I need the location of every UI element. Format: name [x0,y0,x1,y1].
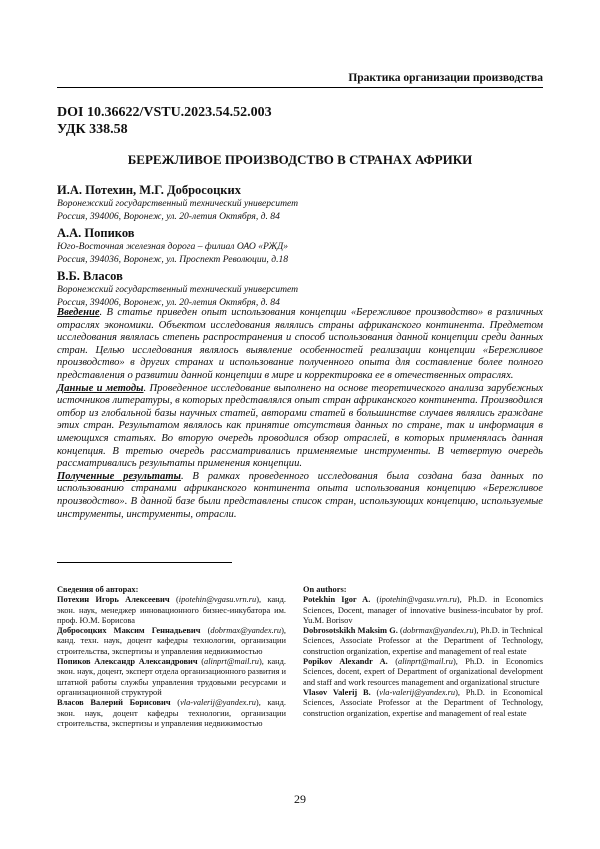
author-details: , канд. техн. наук, доцент кафедры технологии, организации строительства, экспертизы и управления недвижимостью [57,626,286,656]
affiliation-line: Юго-Восточная железная дорога – филиал ОАО «РЖД» [57,241,289,252]
running-header: Практика организации производства [348,72,543,84]
author-name: Попиков Александр Александрович [57,657,198,667]
author-names: И.А. Потехин, М.Г. Добросоцких [57,183,241,197]
author-details: , Ph.D. in Economical Sciences, Associate Professor at the Department of Technology, construction organization, expertise and management of real estate [303,687,543,718]
author-email: ipotehin@vgasu.vrn.ru [379,595,457,605]
section-text: . Проведенное исследование выполнено на основе теоретического анализа зарубежных источников литературы, в которых представлялся опыт стран африканского континента. Производился отбор из глобальной базы научных статей, авторами статей в большинстве случаев являлись граждане этих стран. Результатом являлось как принятие отсутствия данных по стране, так и информация в имеющихся статьях. Во вторую очередь проводился обзор отраслей, в которых применялась данная концепция. В третью очередь рассматривались применяемые инструменты. В четвертую очередь рассматривались результаты применения концепции. [57,382,543,470]
abstract-methods [57,383,543,471]
author-entry: Власов Валерий Борисович (vla-valerij@yandex.ru), канд. экон. наук, доцент кафедры технологии, организации строительства, экспертизы и управления недвижимостью [57,698,286,728]
author-details: , канд. экон. наук, менеджер инновационного бизнес-инкубатора им. проф. Ю.М. Борисова [57,595,286,625]
author-block [57,268,543,309]
section-text: . В рамках проведенного исследования была создана база данных по использованию странами африканского континента опыта использования концепцию «Бережливое производство». В данной базе были представлены список стран, использующих концепцию, используемые инструменты, инструменты, отрасли. [57,470,543,520]
page-number: 29 [294,792,306,806]
affiliation-line: Воронежский государственный технический университет [57,284,299,295]
author-entry: Popikov Alexandr A. (alinprt@mail.ru), Ph.D. in Economics Sciences, docent, expert of Department of organizational development and staff and work resources management and organizational structure [303,657,543,687]
author-details: , Ph.D. in Economics Sciences, Docent, manager of innovative business-incubator by prof. Yu.M. Borisov [303,595,543,625]
author-email: ipotehin@vgasu.vrn.ru [178,595,257,605]
authors-info-en [303,585,543,719]
authors-info-title: On authors: [303,585,347,594]
author-details: , канд. экон. наук, доцент кафедры технологии, организации строительства, экспертизы и управления недвижимостью [57,698,286,728]
section-heading: Полученные результаты [57,470,181,482]
author-name: Потехин Игорь Алексеевич [57,595,170,605]
author-name: Dobrosotskikh Maksim G. [303,626,398,636]
author-name: Popikov Alexandr A. [303,657,388,667]
author-names: В.Б. Власов [57,269,123,283]
authors-info-ru [57,585,286,729]
abstract-introduction [57,307,543,383]
footnote-divider [57,562,232,563]
authors-info-title: Сведения об авторах: [57,585,139,594]
author-name: Добросоцких Максим Геннадьевич [57,626,201,636]
author-email: vla-valerij@yandex.ru [379,687,456,697]
author-entry: Dobrosotskikh Maksim G. (dobrmax@yandex.ru), Ph.D. in Technical Sciences, Associate Professor at the Department of Technology, construction organization, expertise and management of real estate [303,626,543,656]
address-line: Россия, 394006, Воронеж, ул. 20-летия Октября, д. 84 [57,296,280,308]
author-email: vla-valerij@yandex.ru [180,698,256,708]
author-details: , Ph.D. in Economics Sciences, docent, expert of Department of organizational development and staff and work resources management and organizational structure [303,657,543,687]
author-entry: Potekhin Igor A. (ipotehin@vgasu.vrn.ru), Ph.D. in Economics Sciences, Docent, manager of innovative business-incubator by prof. Yu.M. Borisov [303,595,543,625]
author-names: А.А. Попиков [57,226,135,240]
author-email: alinprt@mail.ru [398,657,453,667]
author-entry: Попиков Александр Александрович (alinprt@mail.ru), канд. экон. наук, доцент, эксперт отдела организационного развития и штатной работы службы управления трудовыми ресурсами и организационной структурой [57,657,286,697]
author-block [57,182,543,223]
author-email: alinprt@mail.ru [204,657,259,667]
section-heading: Введение [57,307,100,318]
abstract [57,307,543,521]
author-email: dobrmax@yandex.ru [210,626,282,636]
section-text: . В статье приведен опыт использования концепции «Бережливое производство» в различных отраслях экономики. Объектом исследования являлись страны африканского континента. Предметом исследования являлась степень распространения и способ использования данной концепции среди данных стран. Целью исследования являлось выявление особенностей реализации концепции «Бережливое производство» в других странах и использование полученного опыта для составление более полного представления о развитии данной концепции в мире и корректировка ее в отечественных отраслях. [57,307,543,381]
author-entry: Vlasov Valerij B. (vla-valerij@yandex.ru), Ph.D. in Economical Sciences, Associate Professor at the Department of Technology, construction organization, expertise and management of real estate [303,687,543,718]
author-list [57,182,543,311]
author-entry: Добросоцких Максим Геннадьевич (dobrmax@yandex.ru), канд. техн. наук, доцент кафедры технологии, организации строительства, экспертизы и управления недвижимостью [57,626,286,656]
author-name: Potekhin Igor A. [303,595,371,605]
doi: DOI 10.36622/VSTU.2023.54.52.003 [57,105,272,120]
header-rule [57,87,543,88]
affiliation-line: Воронежский государственный технический университет [57,198,299,209]
author-entry: Потехин Игорь Алексеевич (ipotehin@vgasu.vrn.ru), канд. экон. наук, менеджер инновационного бизнес-инкубатора им. проф. Ю.М. Борисова [57,595,286,625]
author-name: Vlasov Valerij B. [303,687,371,697]
abstract-results [57,471,543,521]
section-heading: Данные и методы [57,382,144,394]
author-block [57,225,543,266]
udk: УДК 338.58 [57,122,128,137]
author-name: Власов Валерий Борисович [57,698,171,708]
author-details: , Ph.D. in Technical Sciences, Associate Professor at the Department of Technology, construction organization, expertise and management of real estate [303,626,543,656]
author-details: , канд. экон. наук, доцент, эксперт отдела организационного развития и штатной работы службы управления трудовыми ресурсами и организационной структурой [57,657,286,697]
address-line: Россия, 394006, Воронеж, ул. 20-летия Октября, д. 84 [57,210,280,222]
article-title: БЕРЕЖЛИВОЕ ПРОИЗВОДСТВО В СТРАНАХ АФРИКИ [127,152,473,167]
address-line: Россия, 394036, Воронеж, ул. Проспект Революции, д.18 [57,253,289,265]
author-email: dobrmax@yandex.ru [402,626,474,636]
